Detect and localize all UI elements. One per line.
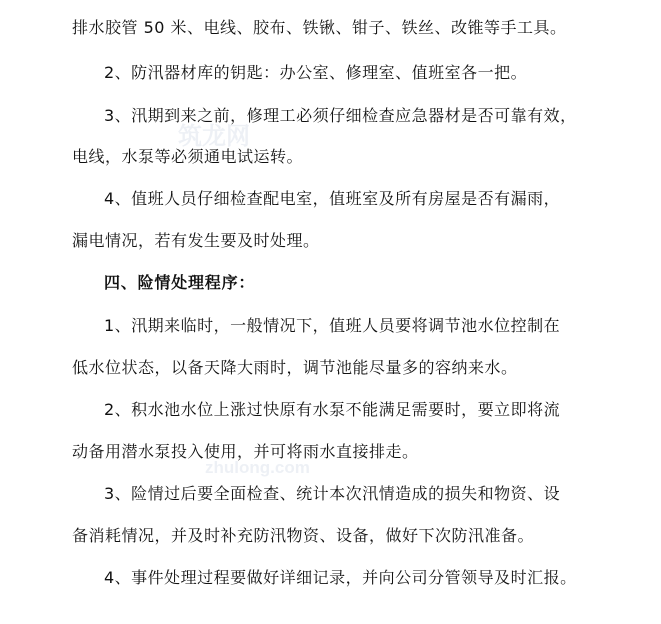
paragraph-line: 排水胶管 50 米、电线、胶布、铁锹、钳子、铁丝、改锥等手工具。 [72,18,567,37]
paragraph-line: 2、积水池水位上涨过快原有水泵不能满足需要时，要立即将流 [104,400,561,419]
paragraph-line: 4、事件处理过程要做好详细记录，并向公司分管领导及时汇报。 [104,568,577,587]
paragraph-line: 3、汛期到来之前，修理工必须仔细检查应急器材是否可靠有效， [104,106,577,125]
paragraph-line: 1、汛期来临时，一般情况下，值班人员要将调节池水位控制在 [104,316,561,335]
paragraph-line: 4、值班人员仔细检查配电室，值班室及所有房屋是否有漏雨， [104,189,561,208]
paragraph-line: 3、险情过后要全面检查、统计本次汛情造成的损失和物资、设 [104,484,561,503]
paragraph-line: 低水位状态，以备天降大雨时，调节池能尽量多的容纳来水。 [72,358,518,377]
watermark-bottom: zhulong.com [205,458,310,477]
section-heading: 四、险情处理程序： [104,273,256,292]
paragraph-line: 2、防汛器材库的钥匙：办公室、修理室、值班室各一把。 [104,63,528,82]
paragraph-line: 备消耗情况，并及时补充防汛物资、设备，做好下次防汛准备。 [72,526,535,545]
paragraph-line: 动备用潜水泵投入使用，并可将雨水直接排走。 [72,442,419,461]
paragraph-line: 电线，水泵等必须通电试运转。 [72,147,304,166]
watermark-top: 筑龙网 [178,123,250,150]
paragraph-line: 漏电情况，若有发生要及时处理。 [72,231,320,250]
